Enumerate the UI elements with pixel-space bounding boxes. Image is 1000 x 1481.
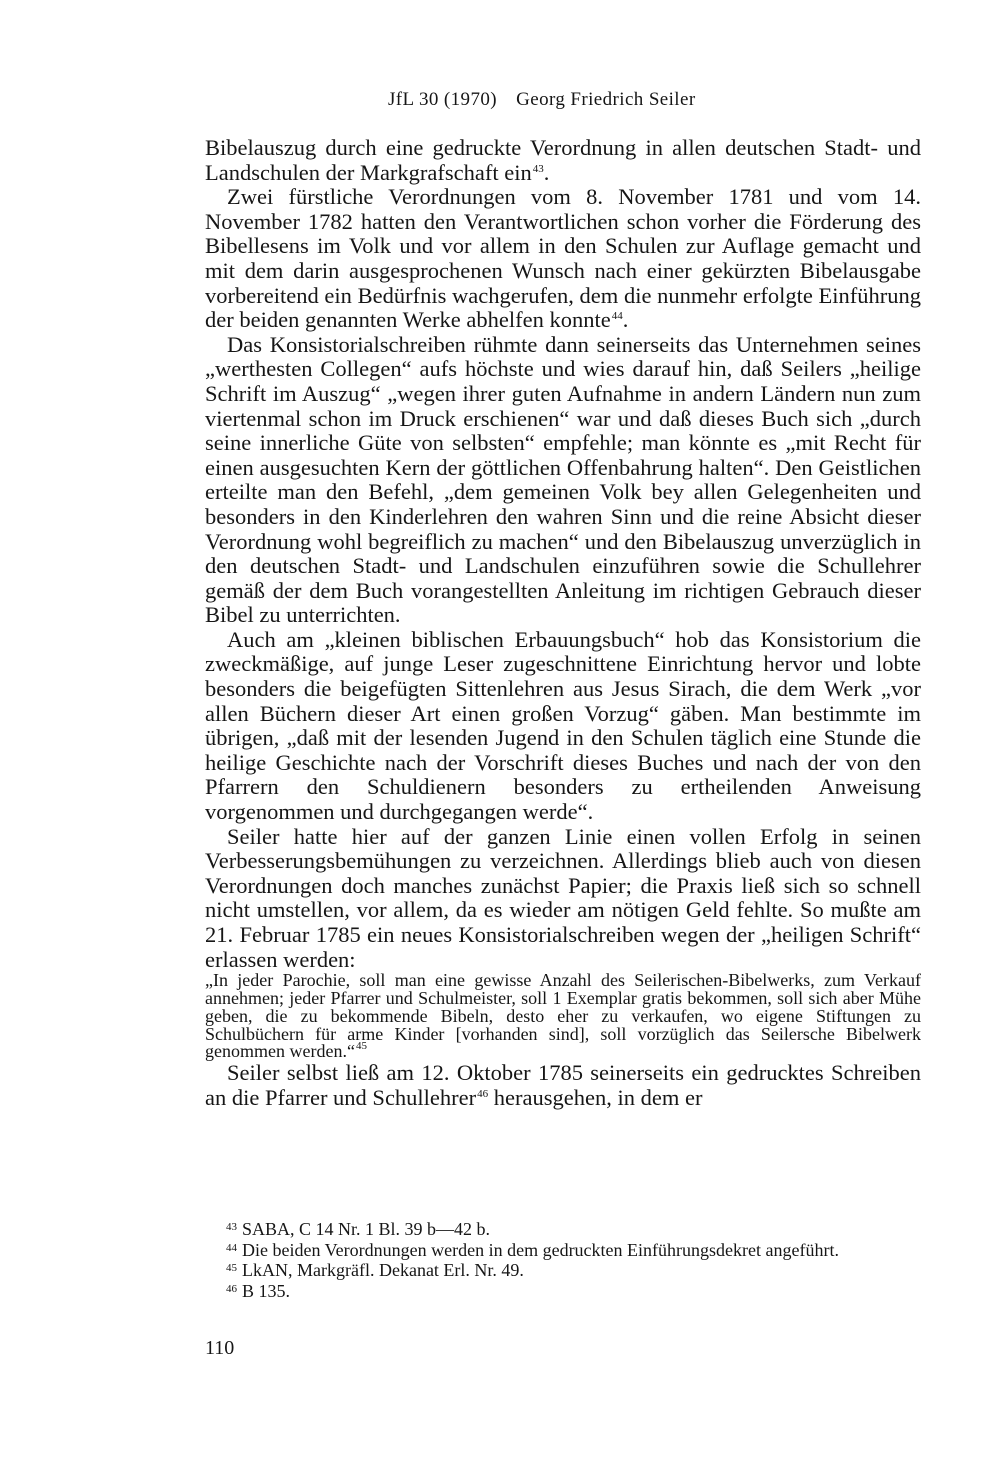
paragraph-consistory-letter: Das Konsistorialschreiben rühmte dann seinerseits das Unternehmen seines „werthesten Collegen“ aufs höchste und wies darauf hin, daß Seilers „heilige Schrift im Auszug“ „wegen ihrer guten Aufnahme in andern Ländern nun zum viertenmal schon im Druck erschienen“ war und daß dieses Buch sich „durch seine innerliche Güte von selbsten“ empfehle; man könnte es „mit Recht für einen ausgesuchten Kern der göttlichen Offenbahrung halten“. Den Geistlichen erteilte man den Befehl, „dem gemeinen Volk bey allen Gelegenheiten und besonders in den Kinderlehren den wahren Sinn und die reine Absicht dieser Verordnung wohl begreiflich zu machen“ und den Bibelauszug unverzüglich in den deutschen Stadt- und Landschulen einzuführen sowie die Schullehrer gemäß der dem Buch vorangestellten Anleitung im richtigen Gebrauch dieser Bibel zu unterrichten. [205,331,921,628]
page-number: 110 [205,1337,235,1359]
paragraph-continued: Bibelauszug durch eine gedruckte Verordnung in allen deutschen Stadt- und Landschulen der Markgrafschaft ein$^{43}$. [205,135,921,185]
footnote-ref-43[interactable]: 43 [532,162,544,175]
footnote-number: 45 [226,1262,237,1274]
running-head [388,89,696,111]
body-text [205,136,921,1110]
footnote: $^{45}$ LkAN, Markgräfl. Dekanat Erl. Nr. 49. [226,1260,524,1280]
footnote: $^{43}$ SABA, C 14 Nr. 1 Bl. 39 b—42 b. [226,1219,491,1239]
paragraph-closing: Seiler selbst ließ am 12. Oktober 1785 seinerseits ein gedrucktes Schreiben an die Pfarrer und Schullehrer$^{46}$ herausgehen, in dem er [205,1060,921,1110]
footnote: $^{44}$ Die beiden Verordnungen werden in dem gedruckten Einführungsdekret angeführt. [226,1239,839,1260]
footnote-number: 46 [226,1282,237,1295]
paragraph-devotional-book: Auch am „kleinen biblischen Erbauungsbuch“ hob das Konsistorium die zweckmäßige, auf junge Leser zugeschnittene Einrichtung hervor und lobte besonders die beigefügten Sittenlehren aus Jesus Sirach, die dem Werk „vor allen Büchern dieser Art einen großen Vorzug“ gäben. Man bestimmte im übrigen, „daß mit der lesenden Jugend in den Schulen täglich eine Stunde die heilige Geschichte nach der Vorschrift dieses Buches und nach der von den Pfarrern den Schuldienern besonders zu ertheilenden Anweisung vorgenommen und durchgegangen werde“. [205,626,921,825]
running-head-author: Georg Friedrich Seiler [516,89,696,110]
footnote-number: 43 [226,1221,237,1233]
footnote-ref-44[interactable]: 44 [611,310,623,323]
footnotes [205,1218,921,1300]
footnote-number: 44 [226,1241,237,1254]
footnote: $^{46}$ B 135. [226,1280,291,1301]
block-quote: „In jeder Parochie, soll man eine gewisse Anzahl des Seilerischen-Bibelwerks, zum Verkauf annehmen; jeder Pfarrer und Schulmeister, soll 1 Exemplar gratis bekommen, soll sich aber Mühe geben, die zu bekommende Bibeln, desto eher zu verkaufen, wo eigene Stiftungen zu Schulbüchern für arme Kinder [vorhanden sind], soll vorzüglich das Seilersche Bibelwerk genommen werden.“$^{45}$ [205,970,921,1062]
footnote-ref-45[interactable]: 45 [355,1040,367,1053]
journal-reference: JfL 30 (1970) [388,89,497,110]
paragraph-decrees: Zwei fürstliche Verordnungen vom 8. November 1781 und vom 14. November 1782 hatten den Verantwortlichen schon vorher die Förderung des Bibellesens im Volk und vor allem in den Schulen zur Auflage gemacht und mit dem darin ausgesprochenen Wunsch nach einer gekürzten Bibelausgabe vorbereitend ein Bedürfnis wachgerufen, dem die nunmehr erfolgte Einführung der beiden genannten Werke abhelfen konnte$^{44}$. [205,184,921,333]
footnote-ref-46[interactable]: 46 [477,1087,489,1100]
paragraph-success: Seiler hatte hier auf der ganzen Linie einen vollen Erfolg in seinen Verbesserungsbemühungen zu verzeichnen. Allerdings blieb auch von diesen Verordnungen doch manches zunächst Papier; die Praxis ließ sich so schnell nicht umstellen, vor allem, da es wieder am nötigen Geld fehlte. So mußte am 21. Februar 1785 ein neues Konsistorialschreiben wegen der „heiligen Schrift“ erlassen werden: [205,823,921,972]
